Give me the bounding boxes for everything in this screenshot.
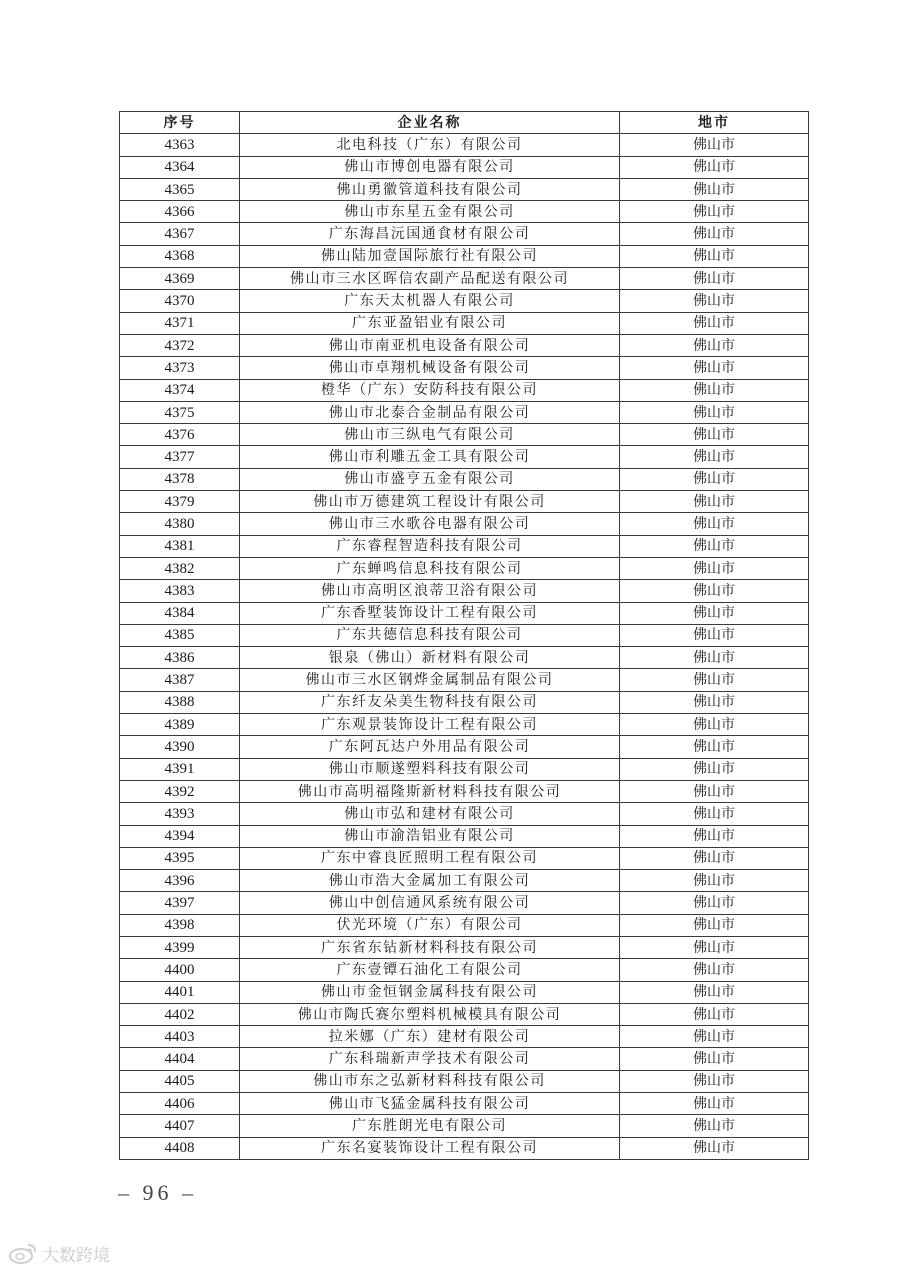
company-name-cell: 佛山市万德建筑工程设计有限公司 [240,491,620,513]
table-row [120,624,809,646]
serial-cell: 4384 [120,602,240,624]
city-cell: 佛山市 [620,357,809,379]
table-row [120,892,809,914]
company-name-cell: 佛山市利雕五金工具有限公司 [240,446,620,468]
company-name-cell: 佛山市浩大金属加工有限公司 [240,870,620,892]
serial-cell: 4371 [120,312,240,334]
watermark-text: 大数跨境 [42,1245,110,1266]
company-name-cell: 伏光环境（广东）有限公司 [240,914,620,936]
serial-cell: 4365 [120,178,240,200]
table-row [120,1026,809,1048]
city-cell: 佛山市 [620,914,809,936]
company-name-cell: 广东观景装饰设计工程有限公司 [240,714,620,736]
company-name-cell: 广东壹镡石油化工有限公司 [240,959,620,981]
city-cell: 佛山市 [620,647,809,669]
serial-cell: 4394 [120,825,240,847]
city-cell: 佛山市 [620,134,809,156]
company-name-cell: 佛山市南亚机电设备有限公司 [240,334,620,356]
city-cell: 佛山市 [620,981,809,1003]
company-name-cell: 佛山中创信通风系统有限公司 [240,892,620,914]
company-name-cell: 佛山市飞猛金属科技有限公司 [240,1093,620,1115]
company-name-cell: 佛山市东之弘新材料科技有限公司 [240,1070,620,1092]
company-name-cell: 橙华（广东）安防科技有限公司 [240,379,620,401]
table-row [120,424,809,446]
table-row [120,870,809,892]
serial-cell: 4363 [120,134,240,156]
city-cell: 佛山市 [620,513,809,535]
city-cell: 佛山市 [620,691,809,713]
table-row [120,1003,809,1025]
table-row [120,825,809,847]
company-name-cell: 广东胜朗光电有限公司 [240,1115,620,1137]
table-row [120,134,809,156]
city-cell: 佛山市 [620,892,809,914]
city-cell: 佛山市 [620,424,809,446]
table-row [120,714,809,736]
city-cell: 佛山市 [620,736,809,758]
city-cell: 佛山市 [620,1137,809,1159]
company-name-cell: 佛山市卓翔机械设备有限公司 [240,357,620,379]
serial-cell: 4386 [120,647,240,669]
table-row [120,780,809,802]
table-header [120,112,809,134]
serial-cell: 4388 [120,691,240,713]
serial-cell: 4380 [120,513,240,535]
company-name-cell: 佛山市弘和建材有限公司 [240,803,620,825]
city-cell: 佛山市 [620,1070,809,1092]
table-row [120,312,809,334]
city-cell: 佛山市 [620,245,809,267]
city-cell: 佛山市 [620,780,809,802]
city-cell: 佛山市 [620,223,809,245]
serial-cell: 4368 [120,245,240,267]
table-row [120,758,809,780]
city-cell: 佛山市 [620,1048,809,1070]
table-row [120,1115,809,1137]
company-name-cell: 佛山市三水区钢烨金属制品有限公司 [240,669,620,691]
weibo-logo-icon [8,1242,38,1264]
header-company-name: 企业名称 [240,112,620,134]
table-row [120,914,809,936]
enterprise-table [119,111,809,1160]
serial-cell: 4366 [120,201,240,223]
serial-cell: 4367 [120,223,240,245]
table-row [120,357,809,379]
table-body [120,134,809,1160]
serial-cell: 4396 [120,870,240,892]
company-name-cell: 广东蝉鸣信息科技有限公司 [240,557,620,579]
company-name-cell: 广东睿程智造科技有限公司 [240,535,620,557]
company-name-cell: 银泉（佛山）新材料有限公司 [240,647,620,669]
serial-cell: 4379 [120,491,240,513]
city-cell: 佛山市 [620,825,809,847]
header-city: 地市 [620,112,809,134]
table-row [120,691,809,713]
company-name-cell: 佛山市渝浩铝业有限公司 [240,825,620,847]
table-row [120,245,809,267]
table-row [120,513,809,535]
company-name-cell: 佛山市北泰合金制品有限公司 [240,401,620,423]
company-name-cell: 佛山市三纵电气有限公司 [240,424,620,446]
company-name-cell: 广东香墅装饰设计工程有限公司 [240,602,620,624]
company-name-cell: 广东海昌沅国通食材有限公司 [240,223,620,245]
table-row [120,557,809,579]
table-row [120,669,809,691]
page-number: – 96 – [118,1180,197,1205]
table-row [120,446,809,468]
city-cell: 佛山市 [620,156,809,178]
company-name-cell: 广东中睿良匠照明工程有限公司 [240,847,620,869]
table-row [120,959,809,981]
table-row [120,1137,809,1159]
table-row [120,223,809,245]
city-cell: 佛山市 [620,334,809,356]
table-row [120,201,809,223]
serial-cell: 4399 [120,936,240,958]
table-row [120,290,809,312]
company-name-cell: 拉米娜（广东）建材有限公司 [240,1026,620,1048]
serial-cell: 4376 [120,424,240,446]
company-name-cell: 佛山陆加壹国际旅行社有限公司 [240,245,620,267]
city-cell: 佛山市 [620,847,809,869]
table-row [120,1048,809,1070]
table-row [120,178,809,200]
company-name-cell: 北电科技（广东）有限公司 [240,134,620,156]
company-name-cell: 广东天太机器人有限公司 [240,290,620,312]
city-cell: 佛山市 [620,535,809,557]
city-cell: 佛山市 [620,580,809,602]
table-row [120,468,809,490]
table-row [120,268,809,290]
city-cell: 佛山市 [620,312,809,334]
table-row [120,156,809,178]
company-name-cell: 佛山市东星五金有限公司 [240,201,620,223]
serial-cell: 4378 [120,468,240,490]
serial-cell: 4364 [120,156,240,178]
company-name-cell: 佛山市高明福隆斯新材料科技有限公司 [240,780,620,802]
company-name-cell: 广东共德信息科技有限公司 [240,624,620,646]
serial-cell: 4370 [120,290,240,312]
serial-cell: 4381 [120,535,240,557]
city-cell: 佛山市 [620,290,809,312]
table-row [120,580,809,602]
serial-cell: 4385 [120,624,240,646]
serial-cell: 4402 [120,1003,240,1025]
company-name-cell: 佛山市顺遂塑料科技有限公司 [240,758,620,780]
company-name-cell: 佛山市三水歌谷电器有限公司 [240,513,620,535]
serial-cell: 4395 [120,847,240,869]
table-row [120,647,809,669]
serial-cell: 4408 [120,1137,240,1159]
serial-cell: 4369 [120,268,240,290]
company-name-cell: 佛山市金恒钢金属科技有限公司 [240,981,620,1003]
serial-cell: 4390 [120,736,240,758]
serial-cell: 4393 [120,803,240,825]
city-cell: 佛山市 [620,758,809,780]
header-serial: 序号 [120,112,240,134]
city-cell: 佛山市 [620,870,809,892]
serial-cell: 4383 [120,580,240,602]
city-cell: 佛山市 [620,1093,809,1115]
company-name-cell: 广东纤友朵美生物科技有限公司 [240,691,620,713]
company-name-cell: 佛山勇徽管道科技有限公司 [240,178,620,200]
serial-cell: 4391 [120,758,240,780]
city-cell: 佛山市 [620,624,809,646]
city-cell: 佛山市 [620,201,809,223]
serial-cell: 4373 [120,357,240,379]
company-name-cell: 佛山市陶氏赛尔塑料机械模具有限公司 [240,1003,620,1025]
serial-cell: 4377 [120,446,240,468]
city-cell: 佛山市 [620,491,809,513]
serial-cell: 4375 [120,401,240,423]
city-cell: 佛山市 [620,803,809,825]
city-cell: 佛山市 [620,714,809,736]
city-cell: 佛山市 [620,379,809,401]
table-row [120,401,809,423]
city-cell: 佛山市 [620,1115,809,1137]
serial-cell: 4398 [120,914,240,936]
table-row [120,1070,809,1092]
serial-cell: 4387 [120,669,240,691]
serial-cell: 4401 [120,981,240,1003]
company-name-cell: 广东阿瓦达户外用品有限公司 [240,736,620,758]
watermark [8,1240,110,1266]
company-name-cell: 广东亚盈铝业有限公司 [240,312,620,334]
city-cell: 佛山市 [620,446,809,468]
serial-cell: 4389 [120,714,240,736]
city-cell: 佛山市 [620,1026,809,1048]
company-name-cell: 佛山市高明区浪蒂卫浴有限公司 [240,580,620,602]
company-name-cell: 广东名宴装饰设计工程有限公司 [240,1137,620,1159]
serial-cell: 4403 [120,1026,240,1048]
city-cell: 佛山市 [620,468,809,490]
table-row [120,981,809,1003]
city-cell: 佛山市 [620,936,809,958]
serial-cell: 4372 [120,334,240,356]
serial-cell: 4397 [120,892,240,914]
serial-cell: 4400 [120,959,240,981]
company-name-cell: 广东省东钻新材料科技有限公司 [240,936,620,958]
company-name-cell: 广东科瑞新声学技术有限公司 [240,1048,620,1070]
serial-cell: 4374 [120,379,240,401]
city-cell: 佛山市 [620,557,809,579]
table-row [120,379,809,401]
serial-cell: 4382 [120,557,240,579]
city-cell: 佛山市 [620,178,809,200]
serial-cell: 4406 [120,1093,240,1115]
city-cell: 佛山市 [620,959,809,981]
table-row [120,1093,809,1115]
serial-cell: 4407 [120,1115,240,1137]
table-row [120,736,809,758]
table-row [120,334,809,356]
table-row [120,602,809,624]
table-row [120,936,809,958]
table-row [120,847,809,869]
serial-cell: 4405 [120,1070,240,1092]
table-row [120,803,809,825]
company-name-cell: 佛山市博创电器有限公司 [240,156,620,178]
city-cell: 佛山市 [620,401,809,423]
city-cell: 佛山市 [620,268,809,290]
serial-cell: 4392 [120,780,240,802]
company-name-cell: 佛山市三水区晖信农副产品配送有限公司 [240,268,620,290]
city-cell: 佛山市 [620,1003,809,1025]
company-name-cell: 佛山市盛亨五金有限公司 [240,468,620,490]
table-row [120,491,809,513]
city-cell: 佛山市 [620,669,809,691]
serial-cell: 4404 [120,1048,240,1070]
table-row [120,535,809,557]
city-cell: 佛山市 [620,602,809,624]
